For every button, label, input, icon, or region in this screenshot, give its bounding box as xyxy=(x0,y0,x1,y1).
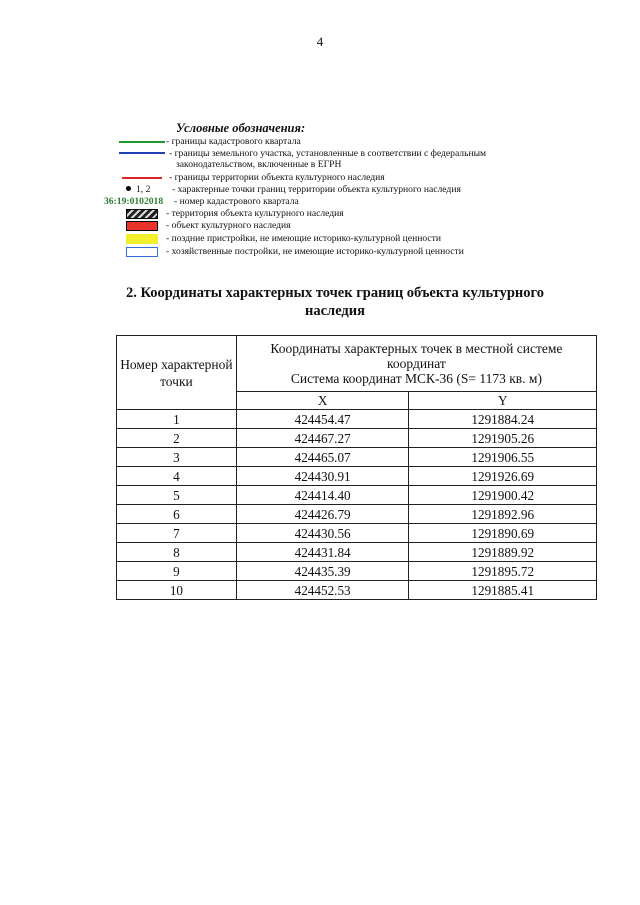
y-cell: 1291906.55 xyxy=(409,448,597,467)
hatched-box-symbol xyxy=(126,209,158,219)
legend-text: - объект культурного наследия xyxy=(166,220,291,231)
y-cell: 1291900.42 xyxy=(409,486,597,505)
y-cell: 1291892.96 xyxy=(409,505,597,524)
x-cell: 424465.07 xyxy=(236,448,409,467)
legend-title: Условные обозначения: xyxy=(176,121,306,135)
point-number-cell: 6 xyxy=(117,505,237,524)
x-cell: 424426.79 xyxy=(236,505,409,524)
section-title xyxy=(100,284,570,320)
point-number-cell: 4 xyxy=(117,467,237,486)
coordinates-table xyxy=(116,335,597,600)
table-row xyxy=(117,429,597,448)
table-row xyxy=(117,467,597,486)
x-cell: 424414.40 xyxy=(236,486,409,505)
point-number-cell: 3 xyxy=(117,448,237,467)
legend-text: законодательством, включенные в ЕГРН xyxy=(176,159,342,170)
table-row xyxy=(117,524,597,543)
header-point-number: Номер характерной точки xyxy=(117,336,237,410)
section-title-line1: 2. Координаты характерных точек границ объекта культурного xyxy=(126,285,544,301)
legend-text: - поздние пристройки, не имеющие историко-культурной ценности xyxy=(166,233,441,244)
x-cell: 424467.27 xyxy=(236,429,409,448)
x-cell: 424454.47 xyxy=(236,410,409,429)
table-header-row xyxy=(117,336,597,392)
header-coords-line2: координат xyxy=(387,356,446,371)
red-line-symbol xyxy=(122,177,162,179)
y-cell: 1291885.41 xyxy=(409,581,597,600)
x-cell: 424435.39 xyxy=(236,562,409,581)
x-cell: 424431.84 xyxy=(236,543,409,562)
legend-text: - территория объекта культурного наследия xyxy=(166,208,344,219)
point-marker-icon xyxy=(126,186,131,191)
point-number-cell: 8 xyxy=(117,543,237,562)
table-row xyxy=(117,562,597,581)
legend-text: - номер кадастрового квартала xyxy=(174,196,299,207)
legend-text: - характерные точки границ территории объекта культурного наследия xyxy=(172,184,461,195)
header-y: Y xyxy=(409,392,597,410)
y-cell: 1291884.24 xyxy=(409,410,597,429)
header-coords-line1: Координаты характерных точек в местной системе xyxy=(270,341,563,356)
table-row xyxy=(117,448,597,467)
x-cell: 424430.56 xyxy=(236,524,409,543)
y-cell: 1291890.69 xyxy=(409,524,597,543)
red-box-symbol xyxy=(126,221,158,231)
point-number-cell: 5 xyxy=(117,486,237,505)
header-coordinates xyxy=(236,336,596,392)
y-cell: 1291905.26 xyxy=(409,429,597,448)
point-number-cell: 2 xyxy=(117,429,237,448)
table-row xyxy=(117,486,597,505)
y-cell: 1291926.69 xyxy=(409,467,597,486)
page-number: 4 xyxy=(316,34,324,49)
table-row xyxy=(117,505,597,524)
x-cell: 424452.53 xyxy=(236,581,409,600)
legend-text: - границы территории объекта культурного наследия xyxy=(169,172,385,183)
legend-text: - границы кадастрового квартала xyxy=(166,136,301,147)
legend-text: - границы земельного участка, установленные в соответствии с федеральным xyxy=(169,148,487,159)
header-x: X xyxy=(236,392,409,410)
y-cell: 1291889.92 xyxy=(409,543,597,562)
table-row xyxy=(117,410,597,429)
legend-text: - хозяйственные постройки, не имеющие историко-культурной ценности xyxy=(166,246,464,257)
point-number-cell: 10 xyxy=(117,581,237,600)
header-coords-line3: Система координат МСК-36 (S= 1173 кв. м) xyxy=(290,371,542,386)
table-row xyxy=(117,581,597,600)
point-number-cell: 1 xyxy=(117,410,237,429)
x-cell: 424430.91 xyxy=(236,467,409,486)
point-number-cell: 9 xyxy=(117,562,237,581)
blue-outline-box-symbol xyxy=(126,247,158,257)
table-row xyxy=(117,543,597,562)
blue-line-symbol xyxy=(119,152,165,154)
point-label: 1, 2 xyxy=(136,184,151,195)
cadastral-number-label: 36:19:0102018 xyxy=(104,196,164,207)
yellow-box-symbol xyxy=(126,234,158,244)
point-number-cell: 7 xyxy=(117,524,237,543)
y-cell: 1291895.72 xyxy=(409,562,597,581)
green-line-symbol xyxy=(119,141,165,143)
section-title-line2: наследия xyxy=(305,303,365,319)
